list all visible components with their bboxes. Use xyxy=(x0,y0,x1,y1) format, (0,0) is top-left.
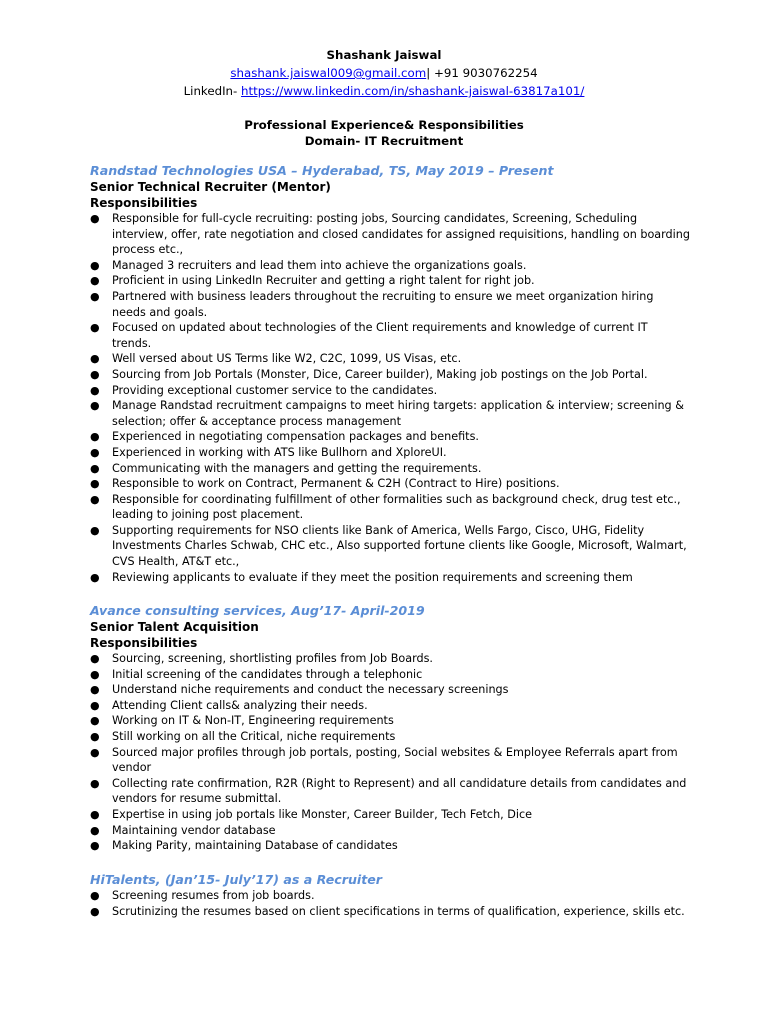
responsibility-list xyxy=(90,888,690,919)
list-item: ● Collecting rate confirmation, R2R (Right to Represent) and all candidature details from candidates and vendors for resume submittal. xyxy=(90,776,687,806)
list-item: ● Experienced in negotiating compensation packages and benefits. xyxy=(90,430,479,444)
experience-avance xyxy=(90,602,690,854)
list-item: ● Supporting requirements for NSO clients like Bank of America, Wells Fargo, Cisco, UHG, Fidelity Investments Charles Schwab, CHC etc., Also supported fortune clients like Google, Microsoft, Walmart, CVS Health, AT&T etc., xyxy=(90,523,687,569)
list-item: ● Screening resumes from job boards. xyxy=(90,889,315,902)
experience-hitalents xyxy=(90,871,690,919)
experience-randstad xyxy=(90,162,690,585)
contact-header xyxy=(0,46,768,100)
list-item: ● Focused on updated about technologies of the Client requirements and knowledge of current IT trends. xyxy=(90,321,648,350)
list-item: ● Maintaining vendor database xyxy=(90,823,276,837)
list-item: ● Responsible for full-cycle recruiting: posting jobs, Sourcing candidates, Screening, Scheduling interview, offer, rate negotiation and closed candidates for assigned requisitions, handling on boarding process etc., xyxy=(90,212,690,257)
list-item: ● Experienced in working with ATS like Bullhorn and XploreUI. xyxy=(90,445,447,459)
list-item: ● Partnered with business leaders throughout the recruiting to ensure we meet organization hiring needs and goals. xyxy=(90,289,654,319)
phone-number: | +91 9030762254 xyxy=(426,66,538,80)
responsibility-list xyxy=(90,651,690,854)
list-item: ● Making Parity, maintaining Database of candidates xyxy=(90,839,398,853)
list-item: ● Manage Randstad recruitment campaigns to meet hiring targets: application & interview; screening & selection; offer & acceptance process management xyxy=(90,399,684,428)
company-title: HiTalents, (Jan’15- July’17) as a Recruiter xyxy=(90,872,383,887)
responsibility-list xyxy=(90,211,690,585)
list-item: ● Initial screening of the candidates through a telephonic xyxy=(90,667,423,681)
list-item: ● Attending Client calls& analyzing their needs. xyxy=(90,698,368,712)
list-item: ● Responsible to work on Contract, Permanent & C2H (Contract to Hire) positions. xyxy=(90,477,560,491)
list-item: ● Expertise in using job portals like Monster, Career Builder, Tech Fetch, Dice xyxy=(90,807,533,821)
job-role: Senior Technical Recruiter (Mentor) xyxy=(90,180,331,194)
company-title: Avance consulting services, Aug’17- April-2019 xyxy=(90,603,425,618)
linkedin-label: LinkedIn- xyxy=(183,84,242,98)
job-role: Senior Talent Acquisition xyxy=(90,620,259,634)
company-title: Randstad Technologies USA – Hyderabad, TS, May 2019 – Present xyxy=(90,163,554,178)
email-link[interactable]: shashank.jaiswal009@gmail.com xyxy=(230,66,427,80)
list-item: ● Working on IT & Non-IT, Engineering requirements xyxy=(90,714,394,728)
list-item: ● Providing exceptional customer service to the candidates. xyxy=(90,383,438,397)
list-item: ● Understand niche requirements and conduct the necessary screenings xyxy=(90,683,509,697)
heading-title: Professional Experience& Responsibilities xyxy=(244,118,524,132)
list-item: ● Reviewing applicants to evaluate if they meet the position requirements and screening them xyxy=(90,570,633,584)
list-item: ● Well versed about US Terms like W2, C2C, 1099, US Visas, etc. xyxy=(90,352,462,366)
candidate-name: Shashank Jaiswal xyxy=(326,48,442,62)
list-item: ● Responsible for coordinating fulfillment of other formalities such as background check, drug test etc., leading to joining post placement. xyxy=(90,492,681,522)
linkedin-line xyxy=(0,82,768,100)
list-item: ● Sourced major profiles through job portals, posting, Social websites & Employee Referrals apart from vendor xyxy=(90,745,678,775)
list-item: ● Sourcing from Job Portals (Monster, Dice, Career builder), Making job postings on the Job Portal. xyxy=(90,367,648,381)
heading-domain: Domain- IT Recruitment xyxy=(304,134,464,148)
contact-line xyxy=(0,64,768,82)
linkedin-link[interactable]: https://www.linkedin.com/in/shashank-jaiswal-63817a101/ xyxy=(241,84,585,98)
responsibilities-label: Responsibilities xyxy=(90,636,198,650)
list-item: ● Communicating with the managers and getting the requirements. xyxy=(90,461,482,475)
list-item: ● Proficient in using LinkedIn Recruiter and getting a right talent for right job. xyxy=(90,274,535,288)
responsibilities-label: Responsibilities xyxy=(90,196,198,210)
section-heading xyxy=(0,117,768,149)
list-item: ● Scrutinizing the resumes based on client specifications in terms of qualification, experience, skills etc. xyxy=(90,904,685,918)
list-item: ● Managed 3 recruiters and lead them into achieve the organizations goals. xyxy=(90,258,527,272)
list-item: ● Still working on all the Critical, niche requirements xyxy=(90,729,396,743)
list-item: ● Sourcing, screening, shortlisting profiles from Job Boards. xyxy=(90,652,433,665)
